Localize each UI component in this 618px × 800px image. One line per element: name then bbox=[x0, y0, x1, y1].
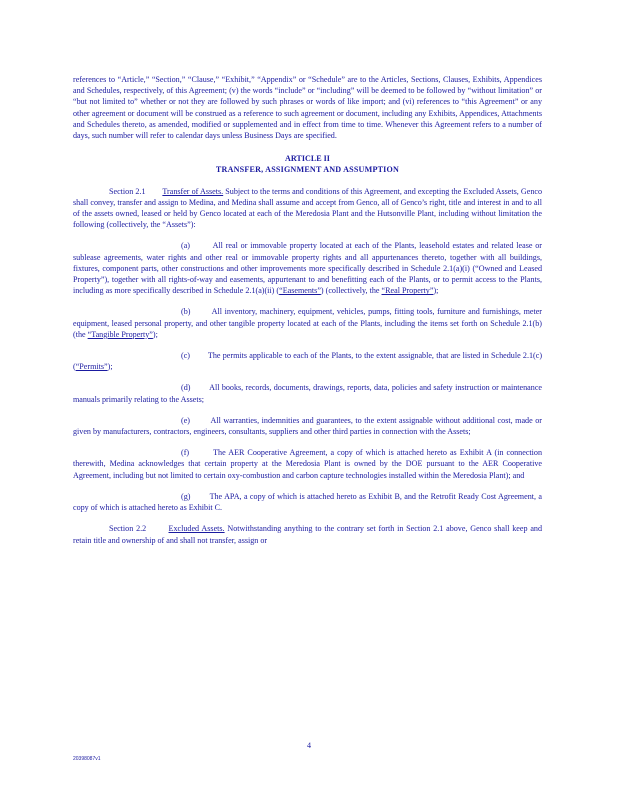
clause-a-text: All real or immovable property located at each of the Plants, leasehold estates and related lease or sublease agreements, water rights and other real or immovable property rights and all appurtenances thereto, together with all buildings, fixtures, component parts, other constructions and other improvements more specifically described in Schedule 2.1(a)(i) (“Owned and Leased Property”), together with all rights-of-way and easements, appurtenant to and benefitting each of the Plants, or to permit access to the Plants, including as more specifically described in Schedule 2.1(a)(ii) ( bbox=[73, 241, 542, 296]
clause-a-text-3: ); bbox=[433, 286, 439, 296]
clause-e bbox=[73, 415, 542, 437]
permits-term: “Permits” bbox=[75, 362, 108, 372]
article-title: TRANSFER, ASSIGNMENT AND ASSUMPTION bbox=[215, 165, 400, 175]
clause-g-label: (g) bbox=[181, 491, 191, 501]
page-content bbox=[73, 74, 542, 556]
clause-a-text-2: ) (collectively, the bbox=[320, 286, 382, 296]
section-2-1-text: Subject to the terms and conditions of this Agreement, and excepting the Excluded Assets, Genco shall convey, transfer and assign to Medina, and Medina shall assume and accept from Genco, all of Genco’s right, title and interest in and to all of the assets owned, leased or held by Genco located at each of the Meredosia Plant and the Hutsonville Plant, including without limitation the following (collectively, the “Assets”): bbox=[73, 186, 543, 230]
easements-term: “Easements” bbox=[279, 286, 321, 296]
section-2-2-heading: Excluded Assets. bbox=[168, 524, 225, 534]
clause-a bbox=[73, 240, 542, 296]
section-2-1-heading: Transfer of Assets. bbox=[162, 186, 224, 196]
section-2-2-text: Notwithstanding anything to the contrary set forth in Section 2.1 above, Genco shall keep and retain title and ownership of and shall not transfer, assign or bbox=[73, 524, 543, 545]
section-2-2-number: Section 2.2 bbox=[109, 524, 147, 534]
clause-e-label: (e) bbox=[181, 415, 190, 425]
clause-f bbox=[73, 447, 542, 481]
clause-c-text-2: ); bbox=[107, 362, 113, 372]
page-number: 4 bbox=[306, 741, 312, 750]
clause-c-text: The permits applicable to each of the Plants, to the extent assignable, that are listed in Schedule 2.1(c) ( bbox=[73, 351, 543, 372]
clause-g-text: The APA, a copy of which is attached hereto as Exhibit B, and the Retrofit Ready Cost Agreement, a copy of which is attached hereto as Exhibit C. bbox=[73, 491, 542, 513]
tangible-property-term: “Tangible Property” bbox=[87, 329, 153, 339]
clause-c-label: (c) bbox=[181, 351, 190, 361]
section-2-1 bbox=[73, 186, 542, 231]
document-id: 20398087v1 bbox=[73, 756, 101, 762]
clause-f-label: (f) bbox=[181, 448, 190, 458]
section-2-1-number: Section 2.1 bbox=[109, 186, 146, 196]
clause-c bbox=[73, 350, 542, 372]
section-2-2 bbox=[73, 523, 542, 545]
clause-b-text-2: ); bbox=[152, 329, 158, 339]
clause-a-label: (a) bbox=[181, 241, 190, 251]
real-property-term: “Real Property” bbox=[381, 286, 434, 296]
clause-g bbox=[73, 491, 542, 513]
intro-paragraph: references to “Article,” “Section,” “Clause,” “Exhibit,” “Appendix” or “Schedule” are to the Articles, Sections, Clauses, Exhibits, Appendices and Schedules, respectively, of this Agreement; (v) the words “include” or “including” will be deemed to be followed by “without limitation” or “but not limited to” whether or not they are followed by such phrases or words of like import; and (vi) references to “this Agreement” or any other agreement or document will be construed as a reference to such agreement or document, including any Exhibits, Appendices, Attachments and Schedules thereto, as amended, modified or supplemented and in effect from time to time. Whenever this Agreement refers to a number of days, such number will refer to calendar days unless Business Days are specified. bbox=[73, 75, 542, 141]
clause-d-text: All books, records, documents, drawings, reports, data, policies and safety instruction or maintenance manuals primarily relating to the Assets; bbox=[73, 383, 543, 404]
clause-b bbox=[73, 306, 542, 340]
clause-f-text: The AER Cooperative Agreement, a copy of which is attached hereto as Exhibit A (in connection therewith, Medina acknowledges that certain property at the Meredosia Plant is owned by the DOE pursuant to the AER Cooperative Agreement, including but not limited to certain oxy-combustion and carbon capture technologies installed within the Meredosia Plant); and bbox=[73, 448, 542, 480]
clause-d-label: (d) bbox=[181, 383, 191, 393]
clause-d bbox=[73, 382, 542, 404]
clause-b-text: All inventory, machinery, equipment, vehicles, pumps, fitting tools, furniture and furnishings, meter equipment, leased personal property, and other tangible property located at each of the Plants, including the items set forth on Schedule 2.1(b) (the bbox=[73, 307, 542, 339]
article-number: ARTICLE II bbox=[285, 154, 330, 164]
clause-e-text: All warranties, indemnities and guarantees, to the extent assignable without additional cost, made or given by manufacturers, contractors, engineers, consultants, suppliers and other third parties in connection with the Assets; bbox=[73, 415, 543, 437]
clause-b-label: (b) bbox=[181, 307, 191, 317]
